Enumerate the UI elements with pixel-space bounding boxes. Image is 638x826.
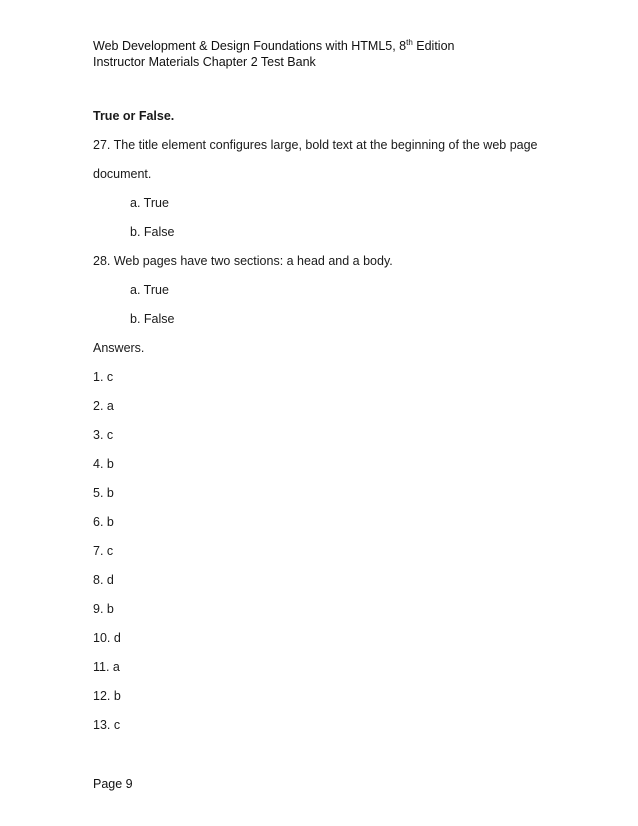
question-27-option-b: b. False xyxy=(130,225,175,239)
question-27-line-1: 27. The title element configures large, bold text at the beginning of the web page xyxy=(93,138,538,152)
page-footer xyxy=(93,776,133,792)
answer-item: 1. c xyxy=(93,370,114,384)
page-number: Page 9 xyxy=(93,777,133,791)
question-28-line-1: 28. Web pages have two sections: a head and a body. xyxy=(93,254,393,268)
answers-heading: Answers. xyxy=(93,341,145,355)
section-heading: True or False. xyxy=(93,109,175,123)
question-28-option-a: a. True xyxy=(130,283,169,297)
answer-item: 5. b xyxy=(93,486,114,500)
page-header xyxy=(93,38,455,70)
answer-item: 6. b xyxy=(93,515,114,529)
question-27-line-2: document. xyxy=(93,167,152,181)
answer-item: 11. a xyxy=(93,660,120,674)
answer-item: 13. c xyxy=(93,718,121,732)
document-body xyxy=(93,108,563,746)
question-28-option-b: b. False xyxy=(130,312,175,326)
header-title: Web Development & Design Foundations with HTML5, 8th Edition xyxy=(93,37,455,53)
answer-item: 9. b xyxy=(93,602,114,616)
answer-item: 12. b xyxy=(93,689,121,703)
answer-item: 2. a xyxy=(93,399,114,413)
answer-item: 4. b xyxy=(93,457,114,471)
header-subtitle: Instructor Materials Chapter 2 Test Bank xyxy=(93,55,316,69)
answer-item: 7. c xyxy=(93,544,114,558)
answer-item: 8. d xyxy=(93,573,114,587)
question-27-option-a: a. True xyxy=(130,196,169,210)
answer-item: 3. c xyxy=(93,428,114,442)
answer-item: 10. d xyxy=(93,631,121,645)
